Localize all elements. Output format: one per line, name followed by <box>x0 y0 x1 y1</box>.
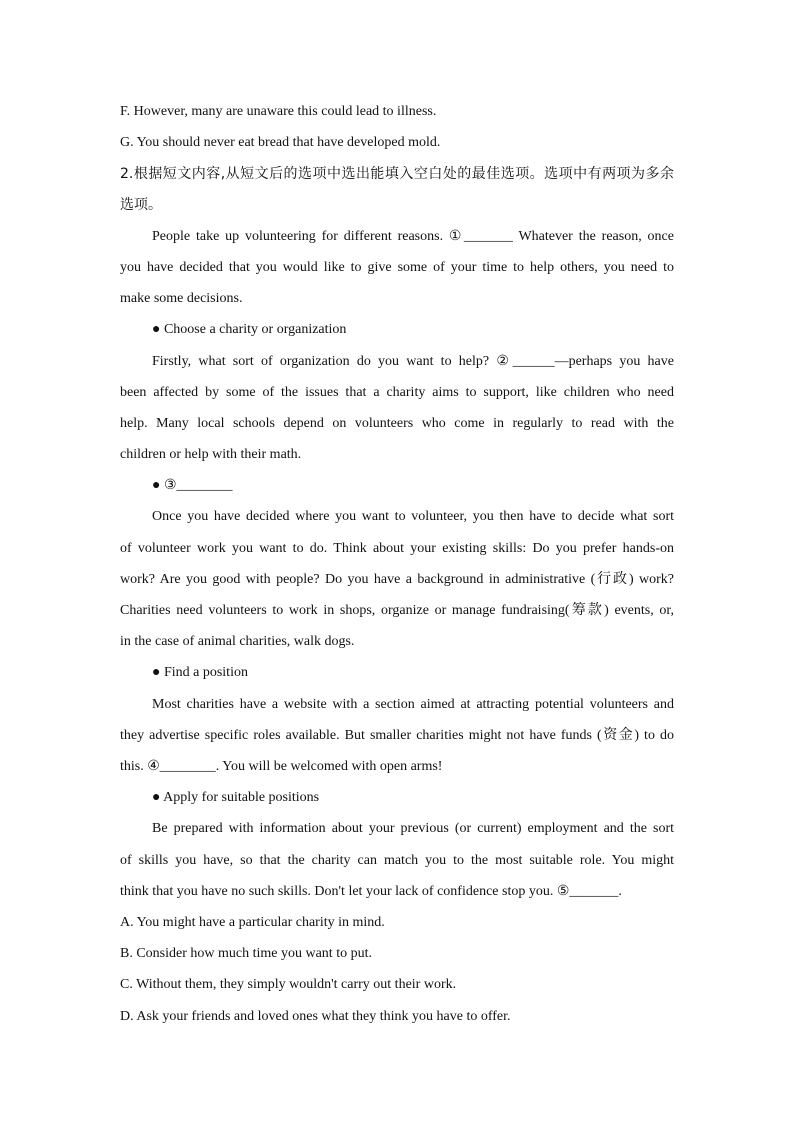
paragraph-1-line: People take up volunteering for different reasons. ①_______ Whatever the reason, once <box>152 229 674 244</box>
option-c: C. Without them, they simply wouldn't carry out their work. <box>120 977 457 992</box>
question-instruction-continued: 选项。 <box>120 197 162 213</box>
paragraph-3-line: in the case of animal charities, walk dogs. <box>120 634 355 649</box>
paragraph-2-line: been affected by some of the issues that a charity aims to support, like children who need <box>120 385 674 400</box>
paragraph-1-line: make some decisions. <box>120 291 243 306</box>
paragraph-5-line: think that you have no such skills. Don't let your lack of confidence stop you. ⑤_______. <box>120 884 622 899</box>
paragraph-2-line: children or help with their math. <box>120 447 302 462</box>
section-heading-apply: ● Apply for suitable positions <box>152 790 320 805</box>
paragraph-3-line: Charities need volunteers to work in shops, organize or manage fundraising(筹款) events, or, <box>120 603 674 618</box>
paragraph-1-line: you have decided that you would like to give some of your time to help others, you need to <box>120 260 674 275</box>
option-b: B. Consider how much time you want to put. <box>120 946 372 961</box>
paragraph-2-line: help. Many local schools depend on volunteers who come in regularly to read with the <box>120 416 674 431</box>
paragraph-3-line: of volunteer work you want to do. Think about your existing skills: Do you prefer hands-on <box>120 541 674 556</box>
paragraph-2-line: Firstly, what sort of organization do you want to help? ②______—perhaps you have <box>152 354 674 369</box>
option-d: D. Ask your friends and loved ones what they think you have to offer. <box>120 1009 511 1024</box>
option-g: G. You should never eat bread that have developed mold. <box>120 135 441 150</box>
option-f: F. However, many are unaware this could lead to illness. <box>120 104 437 119</box>
paragraph-4-line: this. ④________. You will be welcomed with open arms! <box>120 759 443 774</box>
paragraph-3-line: Once you have decided where you want to volunteer, you then have to decide what sort <box>152 509 674 524</box>
paragraph-5-line: of skills you have, so that the charity can match you to the most suitable role. You might <box>120 853 674 868</box>
section-heading-choose-charity: ● Choose a charity or organization <box>152 322 347 337</box>
paragraph-4-line: they advertise specific roles available. But smaller charities might not have funds (资金) to do <box>120 728 674 743</box>
option-a: A. You might have a particular charity in mind. <box>120 915 385 930</box>
paragraph-4-line: Most charities have a website with a section aimed at attracting potential volunteers and <box>152 697 674 712</box>
question-instruction: 2.根据短文内容,从短文后的选项中选出能填入空白处的最佳选项。选项中有两项为多余 <box>120 166 674 182</box>
section-heading-blank-3: ● ③________ <box>152 478 233 493</box>
paragraph-5-line: Be prepared with information about your previous (or current) employment and the sort <box>152 821 674 836</box>
section-heading-find-position: ● Find a position <box>152 665 248 680</box>
paragraph-3-line: work? Are you good with people? Do you have a background in administrative (行政) work? <box>120 572 674 587</box>
